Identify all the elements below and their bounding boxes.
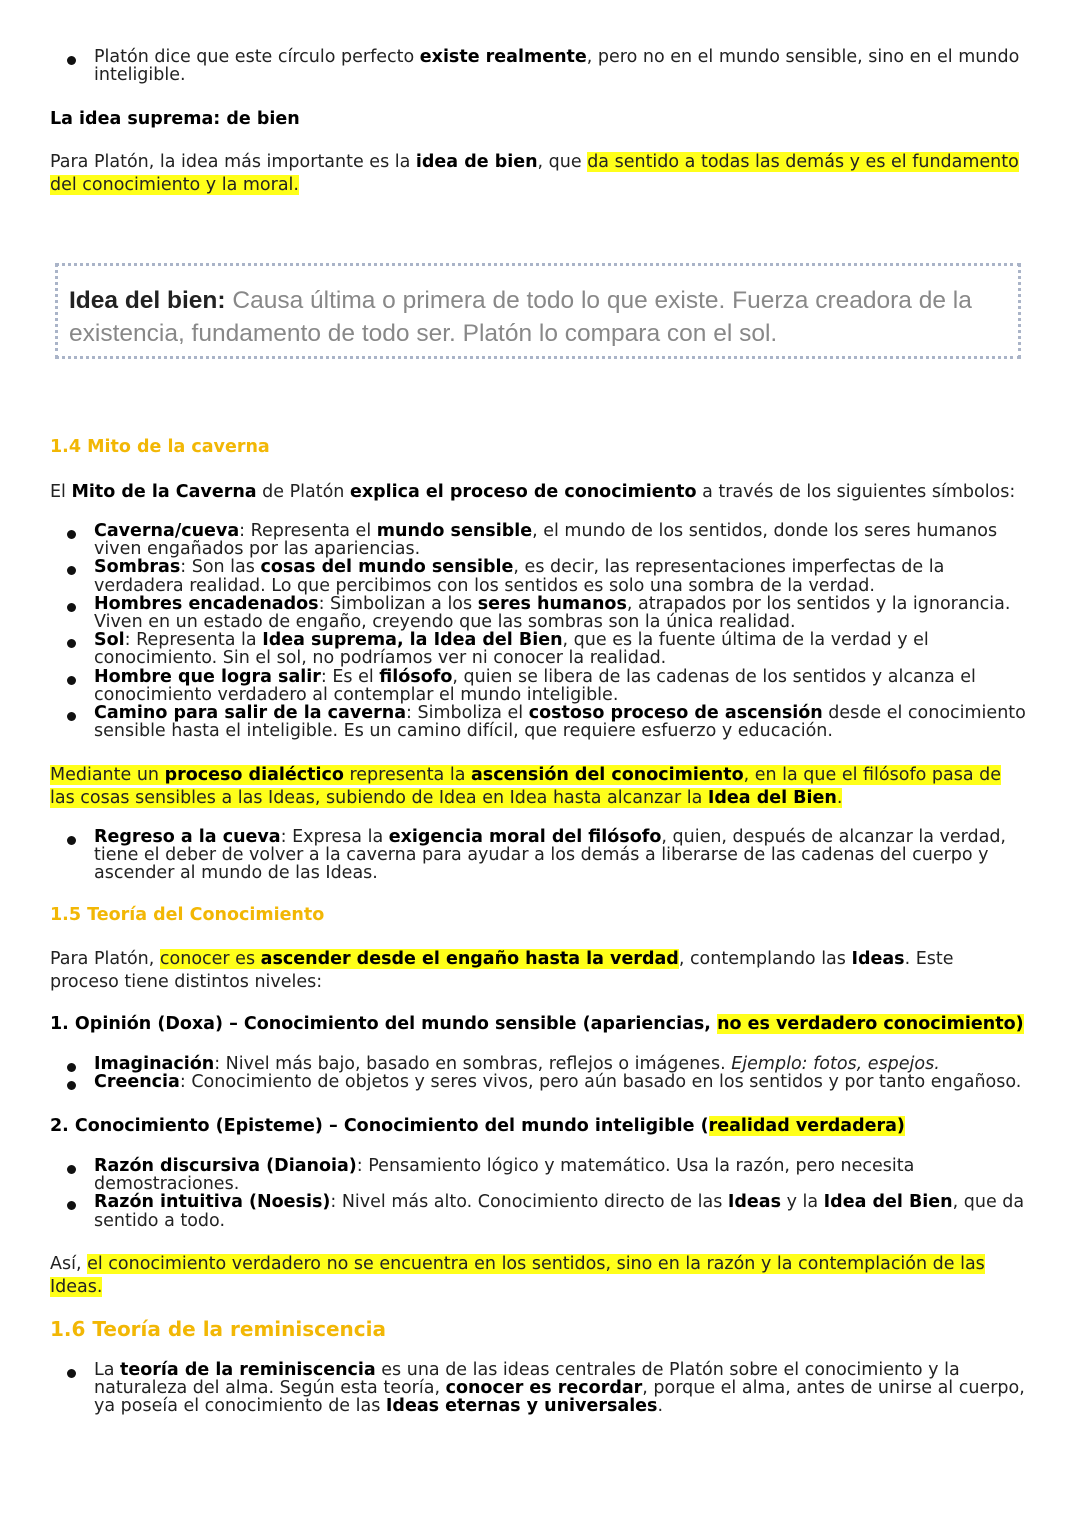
list-item: [65, 1157, 1030, 1193]
list-item: [65, 828, 1030, 883]
text: desde el conocimiento sensible hasta el inteligible. Es un camino difícil, que requiere esfuerzo y educación.: [94, 703, 1026, 742]
text: , quien, después de alcanzar la verdad, tiene el deber de volver a la caverna para ayudar a los demás a liberarse de las cadenas del cuerpo y ascender al mundo de las Ideas.: [94, 827, 1006, 884]
text: : Pensamiento lógico y matemático. Usa la razón, pero necesita demostraciones.: [94, 1156, 915, 1195]
bold-text: teoría de la reminiscencia: [120, 1360, 376, 1380]
text: : Expresa la: [280, 827, 389, 847]
text: Platón dice que este círculo perfecto: [94, 47, 420, 67]
bold-text: explica el proceso de conocimiento: [349, 482, 697, 502]
item-label: Camino para salir de la caverna: [94, 703, 407, 724]
text: El: [50, 482, 72, 502]
callout-text: [69, 284, 1009, 350]
text: : Simbolizan a los: [318, 593, 478, 614]
item-label: Razón intuitiva (Noesis): [94, 1192, 331, 1213]
item-label: Razón discursiva (Dianoia): [94, 1156, 357, 1176]
section-heading-1-5: 1.5 Teoría del Conocimiento: [50, 905, 325, 925]
text: 2. Conocimiento (Episteme) – Conocimiento del mundo inteligible (: [50, 1116, 709, 1136]
item-label: Imaginación: [94, 1054, 215, 1074]
item-label: Hombres encadenados: [94, 593, 319, 614]
highlighted-text: no es verdadero conocimiento): [717, 1014, 1024, 1034]
text: conocer es: [159, 949, 261, 969]
text: : Son las: [180, 557, 261, 578]
text: a través de los siguientes símbolos:: [696, 482, 1016, 502]
text: , el mundo de los sentidos, donde los seres humanos viven engañados por las apariencias.: [94, 521, 998, 560]
text: , en la que el filósofo pasa de las cosas sensibles a las Ideas, subiendo de Idea en Idea hasta alcanzar la: [50, 765, 1001, 808]
text: Para Platón,: [50, 949, 160, 969]
bold-text: ascender desde el engaño hasta la verdad: [260, 949, 679, 969]
subheading-doxa: [50, 1014, 1050, 1034]
paragraph-conclusion: [50, 1253, 1025, 1299]
text: , atrapados por los sentidos y la ignorancia. Viven en un estado de engaño, creyendo que las sombras son la única realidad.: [94, 593, 1011, 633]
bold-text: Idea suprema, la Idea del Bien: [262, 630, 563, 651]
text: . Este proceso tiene distintos niveles:: [50, 949, 954, 992]
section-heading-1-4: 1.4 Mito de la caverna: [50, 437, 270, 457]
paragraph-dialectic: [50, 764, 1025, 810]
text: .: [836, 788, 843, 808]
callout-definition: Causa última o primera de todo lo que existe. Fuerza creadora de la existencia, fundamento de todo ser. Platón lo compara con el sol.: [69, 287, 972, 347]
text: Mediante un: [50, 765, 165, 785]
list-item: [65, 1361, 1030, 1416]
item-label: Sol: [94, 630, 125, 651]
bold-text: seres humanos: [477, 593, 627, 614]
text: , porque el alma, antes de unirse al cuerpo, ya poseía el conocimiento de las: [94, 1378, 1025, 1417]
section-heading-1-6: 1.6 Teoría de la reminiscencia: [50, 1317, 387, 1341]
text: y la: [781, 1192, 824, 1213]
italic-text: Ejemplo: fotos, espejos.: [731, 1054, 940, 1074]
episteme-list: [65, 1157, 1030, 1230]
item-label: Hombre que logra salir: [94, 666, 321, 687]
item-label: Caverna/cueva: [94, 521, 240, 541]
bullet-list-top: [65, 48, 1030, 84]
paragraph-conocimiento-intro: [50, 948, 1025, 994]
text: , es decir, las representaciones imperfectas de la verdadera realidad. Lo que percibimos con los sentidos es solo una sombra de la verdad.: [94, 557, 945, 596]
highlighted-text: realidad verdadera): [708, 1116, 905, 1136]
subheading-episteme: [50, 1116, 1050, 1136]
highlighted-text: [160, 949, 679, 969]
list-item: [65, 704, 1030, 740]
text: : Nivel más bajo, basado en sombras, reflejos o imágenes.: [214, 1054, 732, 1074]
bold-text: cosas del mundo sensible: [260, 557, 514, 578]
callout-term: Idea del bien:: [69, 287, 226, 314]
bold-text: Ideas: [727, 1192, 782, 1213]
text: 1. Opinión (Doxa) – Conocimiento del mundo sensible (apariencias,: [50, 1014, 718, 1034]
list-item: [65, 1055, 1030, 1073]
bold-text: costoso proceso de ascensión: [528, 703, 823, 724]
bold-text: ascensión del conocimiento: [471, 765, 744, 785]
text: , quien se libera de las cadenas de los sentidos y alcanza el conocimiento verdadero al contemplar el mundo inteligible.: [94, 666, 976, 705]
bold-text: conocer es recordar: [445, 1378, 643, 1399]
list-item: [65, 48, 1030, 84]
reminiscencia-list: [65, 1361, 1030, 1416]
list-item: [65, 631, 1030, 667]
bold-text: Idea del Bien: [823, 1192, 953, 1213]
list-item: [65, 668, 1030, 704]
text: : Simboliza el: [406, 703, 529, 724]
list-item: [65, 1193, 1030, 1229]
text: de Platón: [256, 482, 350, 502]
list-item: [65, 595, 1030, 631]
regreso-list: [65, 828, 1030, 883]
item-label: Regreso a la cueva: [94, 827, 281, 847]
text: : Representa el: [239, 521, 377, 541]
paragraph-mito-intro: [50, 481, 1025, 504]
text: , pero no en el mundo sensible, sino en el mundo inteligible.: [94, 47, 1020, 86]
text: , que da sentido a todo.: [94, 1192, 1025, 1231]
definition-callout: [55, 263, 1021, 359]
text: La: [94, 1360, 121, 1380]
highlighted-text: [50, 765, 1001, 808]
text: : Representa la: [124, 630, 263, 651]
bold-text: existe realmente: [419, 47, 587, 67]
bold-text: exigencia moral del filósofo: [388, 827, 662, 847]
text: es una de las ideas centrales de Platón sobre el conocimiento y la naturaleza del alma. Según esta teoría,: [94, 1360, 960, 1399]
paragraph-idea-suprema: [50, 151, 1025, 197]
item-label: Sombras: [94, 557, 181, 578]
text: , que: [537, 152, 588, 172]
text: , que es la fuente última de la verdad y el conocimiento. Sin el sol, no podríamos ver ni conocer la realidad.: [94, 630, 929, 669]
text: .: [657, 1396, 664, 1417]
highlighted-text: da sentido a todas las demás y es el fundamento del conocimiento y la moral.: [50, 152, 1019, 195]
highlighted-text: el conocimiento verdadero no se encuentra en los sentidos, sino en la razón y la contemplación de las Ideas.: [50, 1254, 985, 1297]
bold-text: mundo sensible: [376, 521, 533, 541]
bold-text: proceso dialéctico: [164, 765, 344, 785]
doxa-list: [65, 1055, 1030, 1091]
text: : Es el: [320, 666, 380, 687]
bold-text: idea de bien: [415, 152, 538, 172]
text: Así,: [50, 1254, 88, 1274]
subheading-idea-suprema: La idea suprema: de bien: [50, 109, 300, 129]
bold-text: Mito de la Caverna: [71, 482, 257, 502]
text: Para Platón, la idea más importante es la: [50, 152, 416, 172]
item-label: Creencia: [94, 1072, 180, 1093]
bold-text: Ideas: [851, 949, 905, 969]
text: , contemplando las: [678, 949, 852, 969]
text: : Conocimiento de objetos y seres vivos, pero aún basado en los sentidos y por tanto engañoso.: [179, 1072, 1022, 1093]
bold-text: filósofo: [379, 666, 453, 687]
text: : Nivel más alto. Conocimiento directo de las: [330, 1192, 728, 1213]
bold-text: Ideas eternas y universales: [385, 1396, 658, 1417]
list-item: [65, 522, 1030, 558]
text: representa la: [343, 765, 471, 785]
list-item: [65, 558, 1030, 594]
list-item: [65, 1073, 1030, 1091]
bold-text: Idea del Bien: [707, 788, 837, 808]
symbols-list: [65, 522, 1030, 740]
